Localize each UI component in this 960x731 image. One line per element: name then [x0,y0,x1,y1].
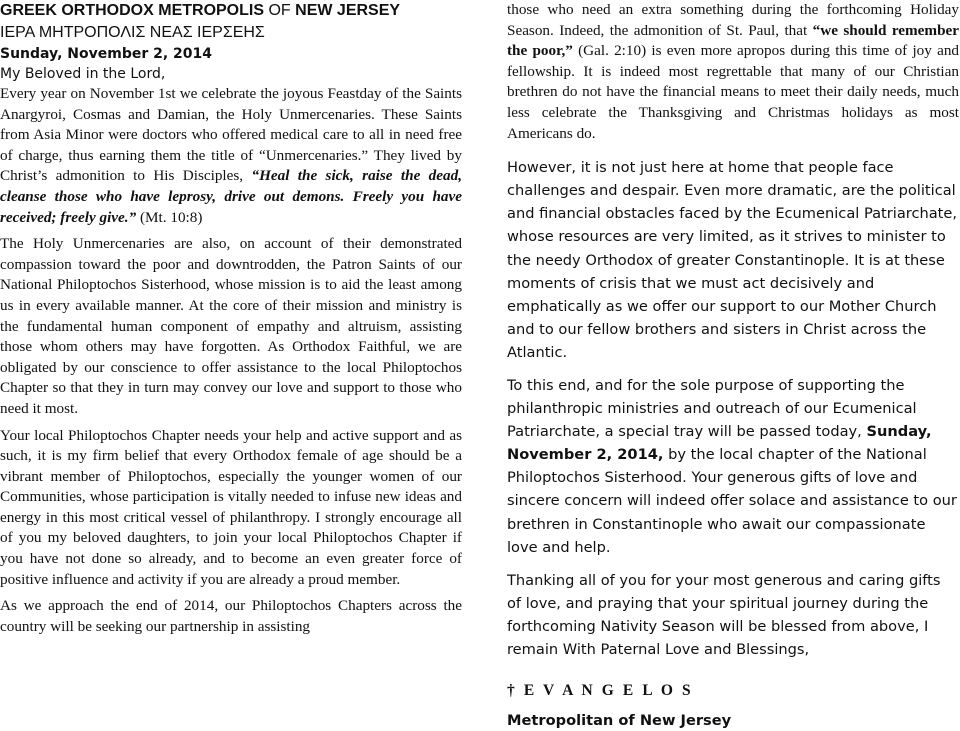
greek-title: ΙΕΡΑ ΜΗΤΡΟΠΟΛΙΣ ΝΕΑΣ ΙΕΡΣΕΗΣ [0,24,265,41]
paragraph-challenges: However, it is not just here at home that people face challenges and despair. Even more dramatic, are the political and financial obstacles faced by the Ecumenical Patriarchate, whose resources are very limited, as it strives to minister to the needy Orthodox of greater Constantinople. It is at these moments of crisis that we must act decisively and emphatically as we offer our support to our Mother Church and to our fellow brothers and sisters in Christ across the Atlantic. [507,159,958,361]
paragraph-holiday-season [507,0,959,144]
paragraph-end-of-year: As we approach the end of 2014, our Philoptochos Chapters across the country will be seeking our partnership in assisting [0,597,462,635]
paragraph-holiday-season-text: those who need an extra something during the forthcoming Holiday Season. Indeed, the admonition of St. Paul, that [507,1,959,39]
paragraph-holiday-season-rest: (Gal. 2:10) is even more apropos during this time of joy and fellowship. It is indeed most regrettable that many of our Christian brethren do not have the financial means to meet their daily needs, much less celebrate the Thanksgiving and Christmas holidays as most Americans do. [507,42,960,142]
scripture-quote-matthew: “Heal the sick, raise the dead, cleanse those who have leprosy, drive out demons. Freely you have received; freely give.” [0,167,462,226]
metropolis-title-of: OF [268,2,291,19]
salutation: My Beloved in the Lord, [0,66,166,82]
scripture-quote-galatians: “we should remember the poor,” [507,21,960,60]
signature-name: † E V A N G E L O S [507,682,694,700]
paragraph-special-tray-rest: by the local chapter of the National Philoptochos Sisterhood. Your generous gifts of love and sincere concern will indeed offer solace and assistance to our brethren in Constantinople who await our compassionate love and help. [507,446,957,556]
scripture-reference: (Mt. 10:8) [139,208,203,226]
signature-title: Metropolitan of New Jersey [507,712,732,730]
right-column [507,0,959,731]
metropolis-title [0,0,462,22]
paragraph-special-tray [507,374,959,559]
paragraph-local-chapter: Your local Philoptochos Chapter needs your help and active support and as such, it is my firm belief that every Orthodox female of age should be a vibrant member of Philoptochos, especially the younger women of our Communities, whose participation is vitally needed to infuse new ideas and energy in this most critical vessel of philanthropy. I strongly encourage all of you my beloved daughters, to join your local Philoptochos Chapter if you have not done so already, and to become an even greater force of positive influence and activity if you are already a proud member. [0,426,462,588]
letter-date: Sunday, November 2, 2014 [0,46,213,62]
metropolis-title-part2: NEW JERSEY [295,2,401,19]
metropolis-title-part1: GREEK ORTHODOX METROPOLIS [0,2,265,19]
left-column [0,0,462,637]
paragraph-closing: Thanking all of you for your most generous and caring gifts of love, and praying that your spiritual journey during the forthcoming Nativity Season will be blessed from above, I remain With Paternal Love and Blessings, [507,571,941,659]
paragraph-patron-saints: The Holy Unmercenaries are also, on account of their demonstrated compassion toward the poor and downtrodden, the Patron Saints of our National Philoptochos Sisterhood, whose mission is to aid the least among us in every available manner. At the core of their mission and ministry is the fundamental human component of empathy and altruism, assisting those whom others may have forgotten. As Orthodox Faithful, we are obligated by our conscience to offer assistance to the local Philoptochos Chapter so that they in turn may convey our love and support to those who need it most. [0,235,462,417]
paragraph-feastday [0,84,462,228]
paragraph-feastday-text: Every year on November 1st we celebrate the joyous Feastday of the Saints Anargyroi, Cosmas and Damian, the Holy Unmercenaries. These Saints from Asia Minor were doctors who offered medical care to all in need free of charge, thus earning them the title of “Unmercenaries.” They lived by Christ’s admonition to His Disciples, [0,85,462,185]
paragraph-special-tray-text: To this end, and for the sole purpose of supporting the philanthropic ministries and outreach of our Ecumenical Patriarchate, a special tray will be passed today, [507,377,917,441]
tray-date: Sunday, November 2, 2014, [507,423,932,464]
